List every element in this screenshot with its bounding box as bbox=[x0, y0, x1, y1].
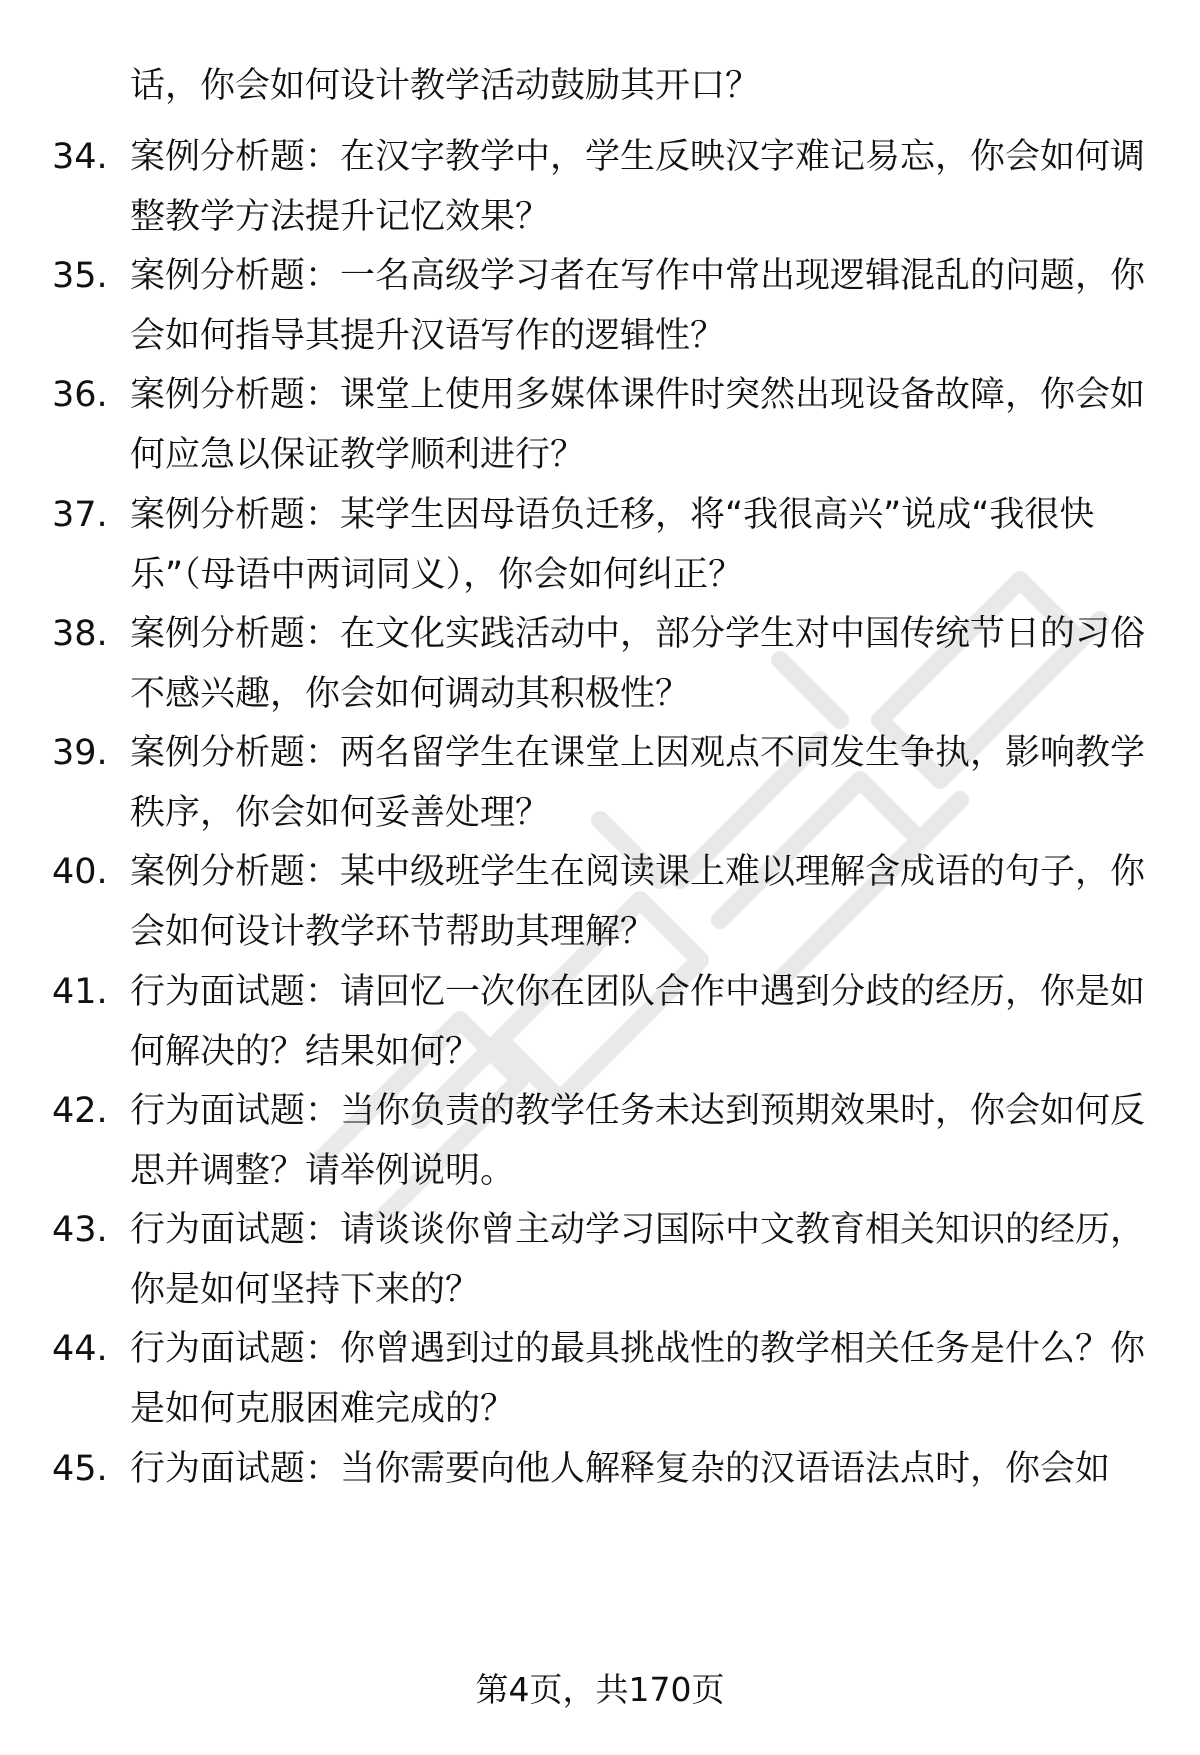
question-text: 案例分析题：某中级班学生在阅读课上难以理解含成语的句子，你会如何设计教学环节帮助其理解？ bbox=[130, 852, 1146, 952]
question-number: 37. bbox=[52, 495, 108, 535]
question-text: 案例分析题：一名高级学习者在写作中常出现逻辑混乱的问题，你会如何指导其提升汉语写作的逻辑性？ bbox=[130, 256, 1146, 356]
question-number: 38. bbox=[52, 614, 108, 654]
question-item-45 bbox=[52, 1439, 1152, 1499]
question-text: 行为面试题：当你需要向他人解释复杂的汉语语法点时，你会如 bbox=[130, 1449, 1111, 1489]
question-text: 案例分析题：在文化实践活动中，部分学生对中国传统节日的习俗不感兴趣，你会如何调动其积极性？ bbox=[130, 614, 1146, 714]
continued-question-text: 话，你会如何设计教学活动鼓励其开口？ bbox=[130, 66, 761, 106]
question-text: 案例分析题：某学生因母语负迁移，将“我很高兴”说成“我很快乐”（母语中两词同义），你会如何纠正？ bbox=[130, 495, 1095, 595]
question-item-39 bbox=[52, 723, 1152, 843]
question-number: 43. bbox=[52, 1210, 108, 1250]
question-item-38 bbox=[52, 604, 1152, 724]
question-number: 40. bbox=[52, 852, 108, 892]
question-number: 45. bbox=[52, 1449, 108, 1489]
question-item-37 bbox=[52, 485, 1152, 605]
question-text: 案例分析题：课堂上使用多媒体课件时突然出现设备故障，你会如何应急以保证教学顺利进行？ bbox=[130, 375, 1146, 475]
question-number: 36. bbox=[52, 375, 108, 415]
question-number: 39. bbox=[52, 733, 108, 773]
question-item-44 bbox=[52, 1319, 1152, 1439]
question-number: 44. bbox=[52, 1329, 108, 1369]
question-item-42 bbox=[52, 1081, 1152, 1201]
question-number: 34. bbox=[52, 137, 108, 177]
page-footer: 第4页，共170页 bbox=[475, 1670, 725, 1709]
question-item-41 bbox=[52, 962, 1152, 1082]
question-item-35 bbox=[52, 246, 1152, 366]
question-text: 案例分析题：两名留学生在课堂上因观点不同发生争执，影响教学秩序，你会如何妥善处理？ bbox=[130, 733, 1146, 833]
question-text: 案例分析题：在汉字教学中，学生反映汉字难记易忘，你会如何调整教学方法提升记忆效果？ bbox=[130, 137, 1146, 237]
question-item-34 bbox=[52, 127, 1152, 247]
question-item-40 bbox=[52, 842, 1152, 962]
question-text: 行为面试题：你曾遇到过的最具挑战性的教学相关任务是什么？你是如何克服困难完成的？ bbox=[130, 1329, 1146, 1429]
question-number: 35. bbox=[52, 256, 108, 296]
question-text: 行为面试题：请谈谈你曾主动学习国际中文教育相关知识的经历，你是如何坚持下来的？ bbox=[130, 1210, 1146, 1310]
question-number: 42. bbox=[52, 1091, 108, 1131]
question-item-43 bbox=[52, 1200, 1152, 1320]
question-text: 行为面试题：当你负责的教学任务未达到预期效果时，你会如何反思并调整？请举例说明。 bbox=[130, 1091, 1146, 1191]
question-number: 41. bbox=[52, 972, 108, 1012]
question-item-36 bbox=[52, 365, 1152, 485]
question-text: 行为面试题：请回忆一次你在团队合作中遇到分歧的经历，你是如何解决的？结果如何？ bbox=[130, 972, 1146, 1072]
